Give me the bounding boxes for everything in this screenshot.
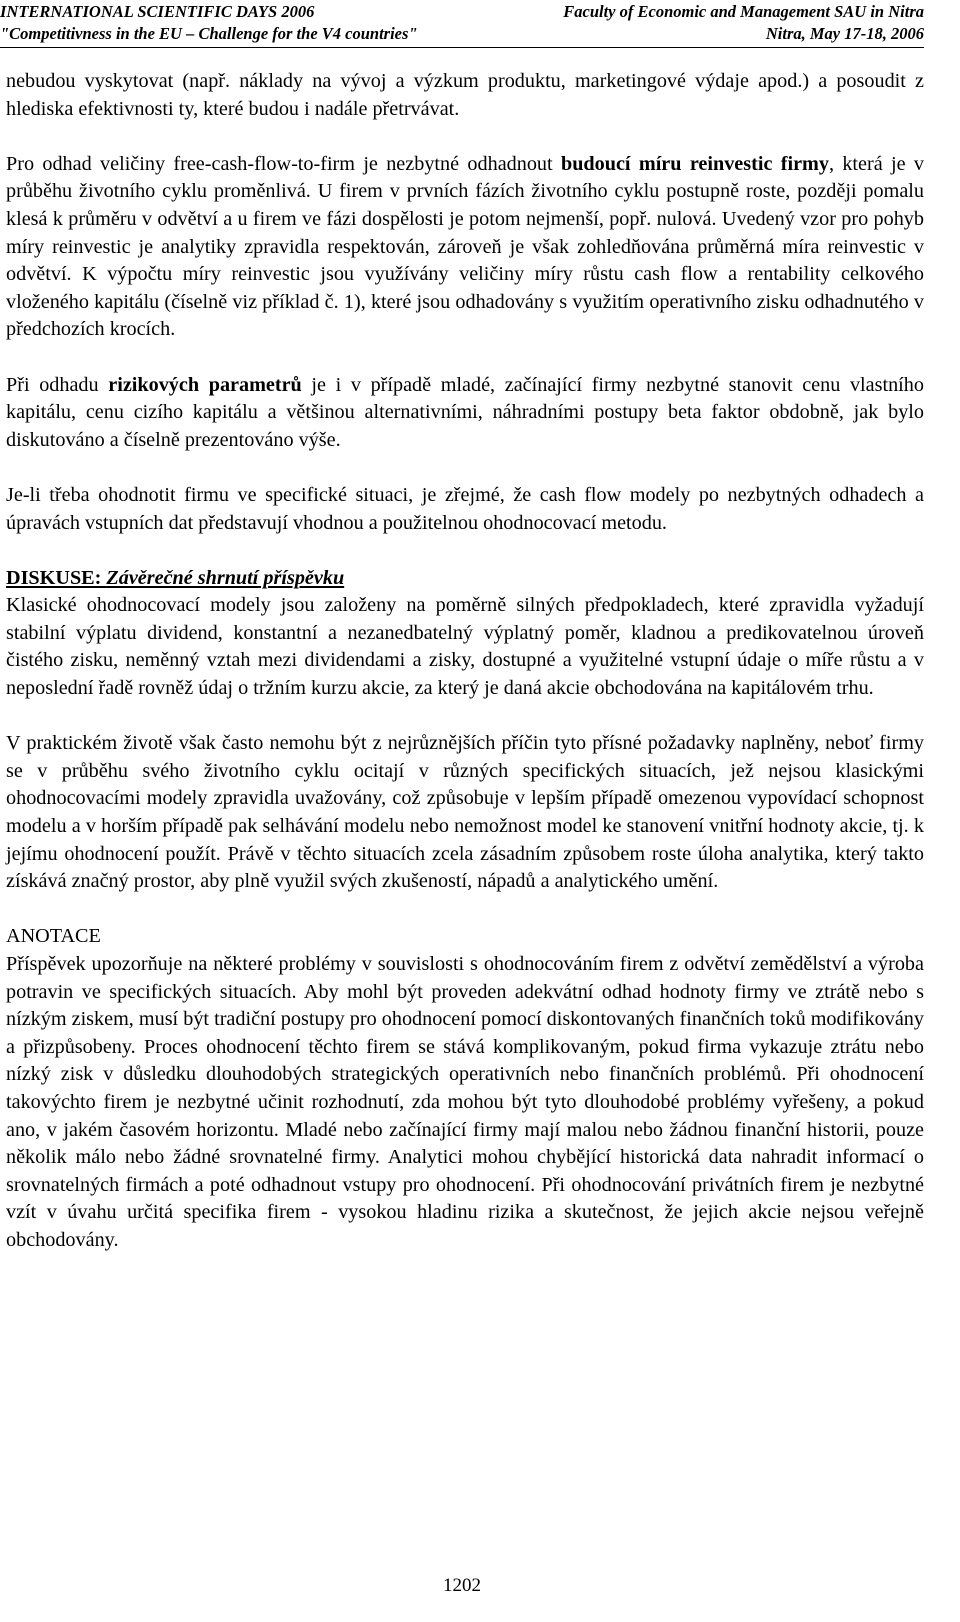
- emphasis-text: rizikových parametrů: [108, 373, 302, 396]
- diskuse-paragraph-1: Klasické ohodnocovací modely jsou založeny na poměrně silných předpokladech, které zpravidla vyžadují stabilní výplatu dividend, konstantní a nezanedbatelný výplatný poměr, kladnou a predikovatelnou úroveň čistého zisku, neměnný vztah mezi dividendami a zisky, dostupné a využitelné vstupní údaje o míře růstu a v neposlední řadě rovněž údaj o tržním kurzu akcie, za který je daná akcie obchodována na kapitálovém trhu.: [6, 594, 924, 700]
- paragraph-risk-parameters: [6, 372, 924, 455]
- conference-name: INTERNATIONAL SCIENTIFIC DAYS 2006: [0, 2, 315, 21]
- diskuse-paragraph-2: V praktickém životě však často nemohu být z nejrůznějších příčin tyto přísné požadavky naplněny, neboť firmy se v průběhu svého životního cyklu ocitají v různých specifických situacích, jež nejsou klasickými ohodnocovacími modely zpravidla uvažovány, což způsobuje v lepším případě omezenou vypovídací schopnost modelu a v horším případě pak selhávání modelu nebo nemožnost model ke stanovení vnitřní hodnoty akcie, tj. k jejímu ohodnocení použít. Právě v těchto situacích zcela zásadním způsobem roste úloha analytika, který takto získává značný prostor, aby plně využil svých zkušeností, nápadů a analytického umění.: [6, 732, 924, 893]
- anotace-paragraph: Příspěvek upozorňuje na některé problémy v souvislosti s ohodnocováním firem z odvětví zemědělství a výroba potravin ve specifických situacích. Aby mohl být proveden adekvátní odhad hodnoty firmy ve ztrátě nebo s nízkým ziskem, musí být tradiční postupy pro ohodnocení pomocí diskontovaných finančních toků modifikovány a přizpůsobeny. Proces ohodnocení těchto firem se stává komplikovaným, pokud firma vykazuje ztrátu nebo nízký zisk v důsledku dlouhodobých strategických operativních nebo finančních problémů. Při ohodnocení takovýchto firem je nezbytné učinit rozhodnutí, zda mohou být tyto dlouhodobé problémy vyřešeny, a pokud ano, v jakém časovém horizontu. Mladé nebo začínající firmy mají malou nebo žádnou finanční historii, pouze několik málo nebo žádné srovnatelné firmy. Analytici mohou chybějící historická data nahradit informací o srovnatelných firmách a poté odhadnout vstupy pro ohodnocení. Při ohodnocování privátních firem je nezbytné vzít v úvahu určitá specifika firem - vysokou hladinu rizika a skutečnost, že jejich akcie nejsou veřejně obchodovány.: [6, 953, 924, 1251]
- emphasis-text: budoucí míru reinvestic firmy: [560, 152, 829, 175]
- faculty-name: Faculty of Economic and Management SAU in Nitra: [563, 2, 924, 21]
- section-title-anotace: ANOTACE: [6, 925, 101, 948]
- page-number: 1202: [443, 1575, 481, 1596]
- paragraph-reinvestment: [6, 151, 924, 344]
- header-divider: [0, 47, 924, 48]
- paragraph-text: , která je v průběhu životního cyklu proměnlivá. U firem v prvních fázích životního cyklu postupně roste, později pomalu klesá k průměru v odvětví a u firem ve fázi dospělosti je potom nejmenší, popř. nulová. Uvedený vzor pro pohyb míry reinvestic je analytiky zpravidla respektován, zároveň je však zohledňována průměrná míra reinvestic v odvětví. K výpočtu míry reinvestic jsou využívány veličiny míry růstu cash flow a rentability celkového vloženého kapitálu (číselně viz příklad č. 1), které jsou odhadovány s využitím operativního zisku odhadnutého v předchozích krocích.: [6, 152, 924, 341]
- paragraph-text: je i v případě mladé, začínající firmy nezbytné stanovit cenu vlastního kapitálu, cenu cizího kapitálu a většinou alternativními, náhradními postupy beta faktor obdobně, jak bylo diskutováno a číselně prezentováno výše.: [6, 373, 924, 451]
- conference-subtitle: "Competitivness in the EU – Challenge for the V4 countries": [0, 24, 418, 43]
- paragraph-continuation: nebudou vyskytovat (např. náklady na vývoj a výzkum produktu, marketingové výdaje apod.) a posoudit z hlediska efektivnosti ty, které budou i nadále přetrvávat.: [6, 70, 924, 120]
- paragraph-text: Pro odhad veličiny free-cash-flow-to-firm je nezbytné odhadnout: [6, 152, 561, 175]
- section-subtitle: Závěrečné shrnutí příspěvku: [106, 566, 345, 589]
- page-body: [6, 68, 924, 1255]
- page-header: [0, 0, 960, 52]
- paragraph-text: Při odhadu: [6, 373, 109, 396]
- section-title-diskuse: [6, 565, 924, 593]
- paragraph-cash-flow-models: Je-li třeba ohodnotit firmu ve specifické situaci, je zřejmé, že cash flow modely po nezbytných odhadech a úpravách vstupních dat představují vhodnou a použitelnou ohodnocovací metodu.: [6, 483, 924, 534]
- conference-place-date: Nitra, May 17-18, 2006: [765, 24, 924, 43]
- section-label: DISKUSE:: [6, 566, 107, 589]
